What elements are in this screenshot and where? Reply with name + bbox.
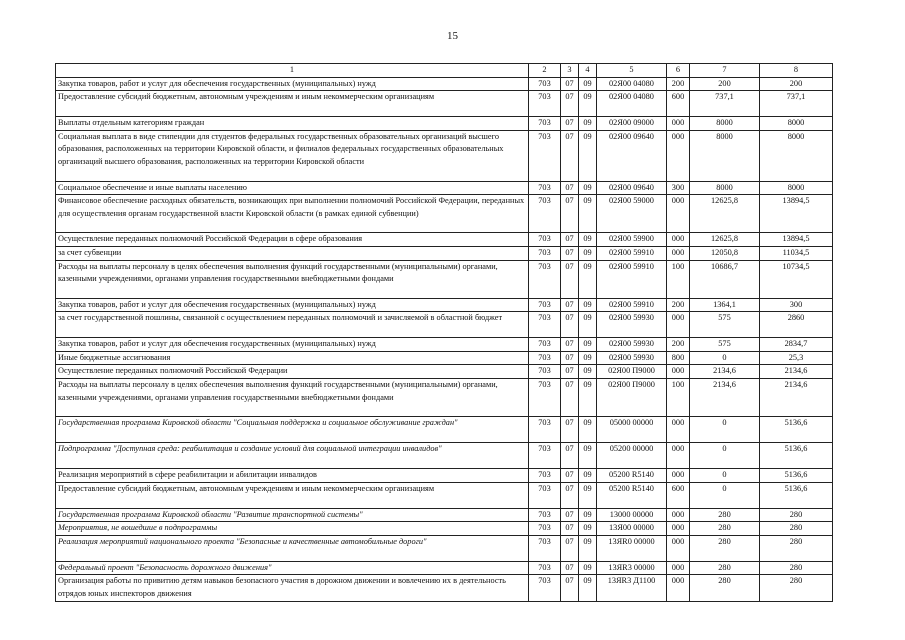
- cell-code: 703: [529, 298, 561, 312]
- cell-code: 703: [529, 130, 561, 181]
- item-name: Осуществление переданных полномочий Российской Федерации: [56, 365, 529, 379]
- cell-amount-year1: 280: [690, 575, 760, 601]
- cell-amount-year2: 13894,5: [760, 233, 833, 247]
- cell-code: 703: [529, 338, 561, 352]
- cell-target-article: 05200 R5140: [597, 482, 667, 508]
- cell-amount-year1: 280: [690, 508, 760, 522]
- cell-expense-type: 000: [667, 561, 690, 575]
- cell-expense-type: 000: [667, 508, 690, 522]
- cell-amount-year1: 280: [690, 535, 760, 561]
- cell-amount-year1: 200: [690, 77, 760, 91]
- cell-subsection: 09: [579, 468, 597, 482]
- table-row: [56, 535, 833, 561]
- header-cell: 3: [561, 64, 579, 78]
- table-row: [56, 91, 833, 117]
- cell-target-article: 02Я00 59910: [597, 260, 667, 298]
- cell-target-article: 13ЯR3 Д1100: [597, 575, 667, 601]
- cell-expense-type: 800: [667, 351, 690, 365]
- cell-amount-year2: 2834,7: [760, 338, 833, 352]
- cell-expense-type: 300: [667, 181, 690, 195]
- cell-subsection: 09: [579, 91, 597, 117]
- item-name: Расходы на выплаты персоналу в целях обеспечения выполнения функций государственными (муниципальными) органами, казенными учреждениями, органами управления государственными внебюджетными фондами: [56, 260, 529, 298]
- cell-expense-type: 000: [667, 312, 690, 338]
- cell-code: 703: [529, 522, 561, 536]
- cell-amount-year1: 280: [690, 522, 760, 536]
- table-row: [56, 195, 833, 233]
- cell-target-article: 02Я00 59900: [597, 233, 667, 247]
- cell-amount-year1: 0: [690, 442, 760, 468]
- table-row: [56, 260, 833, 298]
- item-name: Реализация мероприятий национального проекта "Безопасные и качественные автомобильные дороги": [56, 535, 529, 561]
- table-row: [56, 482, 833, 508]
- cell-expense-type: 200: [667, 298, 690, 312]
- cell-section: 07: [561, 561, 579, 575]
- table-row: [56, 338, 833, 352]
- cell-expense-type: 000: [667, 416, 690, 442]
- cell-amount-year1: 2134,6: [690, 365, 760, 379]
- table-row: [56, 233, 833, 247]
- cell-expense-type: 000: [667, 442, 690, 468]
- item-name: Закупка товаров, работ и услуг для обеспечения государственных (муниципальных) нужд: [56, 298, 529, 312]
- cell-amount-year1: 1364,1: [690, 298, 760, 312]
- item-name: Закупка товаров, работ и услуг для обеспечения государственных (муниципальных) нужд: [56, 77, 529, 91]
- table-row: [56, 442, 833, 468]
- cell-target-article: 13Я00 00000: [597, 522, 667, 536]
- cell-amount-year1: 0: [690, 482, 760, 508]
- item-name: Подпрограмма "Доступная среда: реабилитация и создание условий для социальной интеграции инвалидов": [56, 442, 529, 468]
- table-row: [56, 365, 833, 379]
- cell-code: 703: [529, 416, 561, 442]
- cell-subsection: 09: [579, 508, 597, 522]
- item-name: Предоставление субсидий бюджетным, автономным учреждениям и иным некоммерческим организациям: [56, 91, 529, 117]
- cell-section: 07: [561, 378, 579, 416]
- cell-target-article: 02Я00 59910: [597, 298, 667, 312]
- item-name: Государственная программа Кировской области "Социальная поддержка и социальное обслуживание граждан": [56, 416, 529, 442]
- cell-amount-year2: 10734,5: [760, 260, 833, 298]
- cell-code: 703: [529, 508, 561, 522]
- cell-target-article: 13ЯR0 00000: [597, 535, 667, 561]
- cell-amount-year1: 0: [690, 468, 760, 482]
- table-row: [56, 522, 833, 536]
- table-row: [56, 378, 833, 416]
- cell-code: 703: [529, 351, 561, 365]
- cell-subsection: 09: [579, 535, 597, 561]
- item-name: Иные бюджетные ассигнования: [56, 351, 529, 365]
- cell-section: 07: [561, 298, 579, 312]
- cell-amount-year2: 280: [760, 522, 833, 536]
- cell-target-article: 02Я00 59910: [597, 246, 667, 260]
- cell-code: 703: [529, 117, 561, 131]
- cell-amount-year1: 737,1: [690, 91, 760, 117]
- cell-amount-year1: 12050,8: [690, 246, 760, 260]
- item-name: Расходы на выплаты персоналу в целях обеспечения выполнения функций государственными (муниципальными) органами, казенными учреждениями, органами управления государственными внебюджетными фондами: [56, 378, 529, 416]
- item-name: Социальная выплата в виде стипендии для студентов федеральных государственных образовательных организаций высшего образования, расположенных на территории Кировской области, и филиалов федеральных государственных образовательных организаций высшего образования, расположенных на территории Кировской области: [56, 130, 529, 181]
- cell-code: 703: [529, 442, 561, 468]
- cell-expense-type: 200: [667, 338, 690, 352]
- cell-subsection: 09: [579, 246, 597, 260]
- cell-amount-year2: 280: [760, 535, 833, 561]
- cell-target-article: 02Я00 59930: [597, 312, 667, 338]
- cell-code: 703: [529, 181, 561, 195]
- cell-amount-year2: 2860: [760, 312, 833, 338]
- cell-expense-type: 000: [667, 117, 690, 131]
- cell-code: 703: [529, 246, 561, 260]
- cell-section: 07: [561, 91, 579, 117]
- cell-section: 07: [561, 365, 579, 379]
- item-name: Федеральный проект "Безопасность дорожного движения": [56, 561, 529, 575]
- table-row: [56, 130, 833, 181]
- cell-section: 07: [561, 468, 579, 482]
- cell-amount-year1: 575: [690, 338, 760, 352]
- header-cell: 2: [529, 64, 561, 78]
- cell-expense-type: 000: [667, 468, 690, 482]
- cell-amount-year2: 300: [760, 298, 833, 312]
- cell-expense-type: 100: [667, 260, 690, 298]
- cell-target-article: 05000 00000: [597, 416, 667, 442]
- cell-subsection: 09: [579, 233, 597, 247]
- cell-amount-year2: 200: [760, 77, 833, 91]
- cell-amount-year2: 5136,6: [760, 416, 833, 442]
- page-number: 15: [447, 30, 458, 42]
- table-row: [56, 351, 833, 365]
- budget-table: [55, 63, 833, 602]
- cell-amount-year1: 0: [690, 416, 760, 442]
- cell-amount-year2: 5136,6: [760, 482, 833, 508]
- table-row: [56, 298, 833, 312]
- cell-code: 703: [529, 468, 561, 482]
- cell-target-article: 02Я00 04080: [597, 91, 667, 117]
- item-name: Осуществление переданных полномочий Российской Федерации в сфере образования: [56, 233, 529, 247]
- cell-expense-type: 000: [667, 246, 690, 260]
- table-row: [56, 77, 833, 91]
- cell-subsection: 09: [579, 338, 597, 352]
- cell-expense-type: 100: [667, 378, 690, 416]
- cell-section: 07: [561, 312, 579, 338]
- item-name: Выплаты отдельным категориям граждан: [56, 117, 529, 131]
- cell-section: 07: [561, 181, 579, 195]
- cell-code: 703: [529, 195, 561, 233]
- cell-section: 07: [561, 522, 579, 536]
- item-name: за счет субвенции: [56, 246, 529, 260]
- cell-target-article: 02Я00 04080: [597, 77, 667, 91]
- cell-subsection: 09: [579, 312, 597, 338]
- cell-section: 07: [561, 338, 579, 352]
- cell-code: 703: [529, 260, 561, 298]
- item-name: Организация работы по привитию детям навыков безопасного участия в дорожном движении и вовлечению их в деятельность отрядов юных инспекторов движения: [56, 575, 529, 601]
- cell-target-article: 05200 00000: [597, 442, 667, 468]
- table-row: [56, 117, 833, 131]
- cell-subsection: 09: [579, 442, 597, 468]
- header-row: [56, 64, 833, 78]
- cell-section: 07: [561, 535, 579, 561]
- cell-section: 07: [561, 351, 579, 365]
- table-row: [56, 575, 833, 601]
- table-row: [56, 246, 833, 260]
- table-row: [56, 468, 833, 482]
- cell-target-article: 02Я00 П9000: [597, 365, 667, 379]
- cell-subsection: 09: [579, 575, 597, 601]
- item-name: Финансовое обеспечение расходных обязательств, возникающих при выполнении полномочий Российской Федерации, переданных для осуществления органам государственной власти Кировской области (в рамках единой субвенции): [56, 195, 529, 233]
- cell-subsection: 09: [579, 365, 597, 379]
- cell-section: 07: [561, 575, 579, 601]
- cell-amount-year2: 8000: [760, 181, 833, 195]
- cell-target-article: 02Я00 09640: [597, 181, 667, 195]
- cell-subsection: 09: [579, 130, 597, 181]
- cell-code: 703: [529, 312, 561, 338]
- item-name: Социальное обеспечение и иные выплаты населению: [56, 181, 529, 195]
- header-cell: 6: [667, 64, 690, 78]
- cell-target-article: 02Я00 П9000: [597, 378, 667, 416]
- cell-subsection: 09: [579, 298, 597, 312]
- cell-section: 07: [561, 260, 579, 298]
- cell-amount-year1: 10686,7: [690, 260, 760, 298]
- cell-subsection: 09: [579, 195, 597, 233]
- cell-subsection: 09: [579, 522, 597, 536]
- cell-amount-year2: 2134,6: [760, 378, 833, 416]
- cell-code: 703: [529, 77, 561, 91]
- cell-section: 07: [561, 442, 579, 468]
- table-row: [56, 508, 833, 522]
- cell-expense-type: 000: [667, 535, 690, 561]
- cell-subsection: 09: [579, 482, 597, 508]
- table-row: [56, 561, 833, 575]
- cell-subsection: 09: [579, 378, 597, 416]
- cell-amount-year1: 8000: [690, 117, 760, 131]
- cell-expense-type: 200: [667, 77, 690, 91]
- cell-amount-year1: 12625,8: [690, 195, 760, 233]
- cell-amount-year1: 280: [690, 561, 760, 575]
- cell-amount-year2: 280: [760, 561, 833, 575]
- cell-expense-type: 000: [667, 130, 690, 181]
- cell-amount-year1: 2134,6: [690, 378, 760, 416]
- cell-amount-year2: 2134,6: [760, 365, 833, 379]
- header-cell: 4: [579, 64, 597, 78]
- cell-subsection: 09: [579, 260, 597, 298]
- cell-code: 703: [529, 482, 561, 508]
- cell-amount-year1: 8000: [690, 181, 760, 195]
- header-cell: 8: [760, 64, 833, 78]
- cell-target-article: 02Я00 59930: [597, 338, 667, 352]
- cell-subsection: 09: [579, 77, 597, 91]
- cell-amount-year1: 575: [690, 312, 760, 338]
- cell-subsection: 09: [579, 561, 597, 575]
- cell-code: 703: [529, 365, 561, 379]
- header-cell: 7: [690, 64, 760, 78]
- cell-code: 703: [529, 378, 561, 416]
- cell-expense-type: 000: [667, 365, 690, 379]
- cell-section: 07: [561, 130, 579, 181]
- cell-expense-type: 600: [667, 91, 690, 117]
- cell-subsection: 09: [579, 351, 597, 365]
- cell-section: 07: [561, 416, 579, 442]
- cell-amount-year1: 8000: [690, 130, 760, 181]
- cell-expense-type: 000: [667, 575, 690, 601]
- cell-expense-type: 000: [667, 233, 690, 247]
- cell-amount-year2: 8000: [760, 117, 833, 131]
- cell-code: 703: [529, 575, 561, 601]
- cell-target-article: 02Я00 09640: [597, 130, 667, 181]
- header-cell: 5: [597, 64, 667, 78]
- cell-code: 703: [529, 561, 561, 575]
- cell-subsection: 09: [579, 181, 597, 195]
- item-name: Государственная программа Кировской области "Развитие транспортной системы": [56, 508, 529, 522]
- cell-section: 07: [561, 508, 579, 522]
- cell-amount-year2: 25,3: [760, 351, 833, 365]
- cell-target-article: 13ЯR3 00000: [597, 561, 667, 575]
- cell-code: 703: [529, 233, 561, 247]
- cell-subsection: 09: [579, 117, 597, 131]
- cell-amount-year2: 13894,5: [760, 195, 833, 233]
- cell-amount-year2: 737,1: [760, 91, 833, 117]
- table-row: [56, 416, 833, 442]
- item-name: Реализация мероприятий в сфере реабилитации и абилитации инвалидов: [56, 468, 529, 482]
- item-name: за счет государственной пошлины, связанной с осуществлением переданных полномочий и зачисляемой в областной бюджет: [56, 312, 529, 338]
- cell-subsection: 09: [579, 416, 597, 442]
- cell-amount-year2: 5136,6: [760, 468, 833, 482]
- cell-target-article: 02Я00 59000: [597, 195, 667, 233]
- cell-section: 07: [561, 77, 579, 91]
- table-row: [56, 181, 833, 195]
- cell-code: 703: [529, 91, 561, 117]
- item-name: Предоставление субсидий бюджетным, автономным учреждениям и иным некоммерческим организациям: [56, 482, 529, 508]
- cell-amount-year1: 0: [690, 351, 760, 365]
- cell-amount-year1: 12625,8: [690, 233, 760, 247]
- cell-amount-year2: 11034,5: [760, 246, 833, 260]
- header-cell: 1: [56, 64, 529, 78]
- item-name: Закупка товаров, работ и услуг для обеспечения государственных (муниципальных) нужд: [56, 338, 529, 352]
- cell-amount-year2: 8000: [760, 130, 833, 181]
- item-name: Мероприятия, не вошедшие в подпрограммы: [56, 522, 529, 536]
- cell-section: 07: [561, 482, 579, 508]
- cell-section: 07: [561, 195, 579, 233]
- cell-code: 703: [529, 535, 561, 561]
- cell-section: 07: [561, 233, 579, 247]
- table-row: [56, 312, 833, 338]
- cell-target-article: 05200 R5140: [597, 468, 667, 482]
- cell-amount-year2: 280: [760, 508, 833, 522]
- cell-amount-year2: 5136,6: [760, 442, 833, 468]
- cell-expense-type: 600: [667, 482, 690, 508]
- cell-target-article: 02Я00 09000: [597, 117, 667, 131]
- cell-section: 07: [561, 117, 579, 131]
- cell-expense-type: 000: [667, 522, 690, 536]
- cell-section: 07: [561, 246, 579, 260]
- cell-target-article: 02Я00 59930: [597, 351, 667, 365]
- cell-expense-type: 000: [667, 195, 690, 233]
- cell-target-article: 13000 00000: [597, 508, 667, 522]
- cell-amount-year2: 280: [760, 575, 833, 601]
